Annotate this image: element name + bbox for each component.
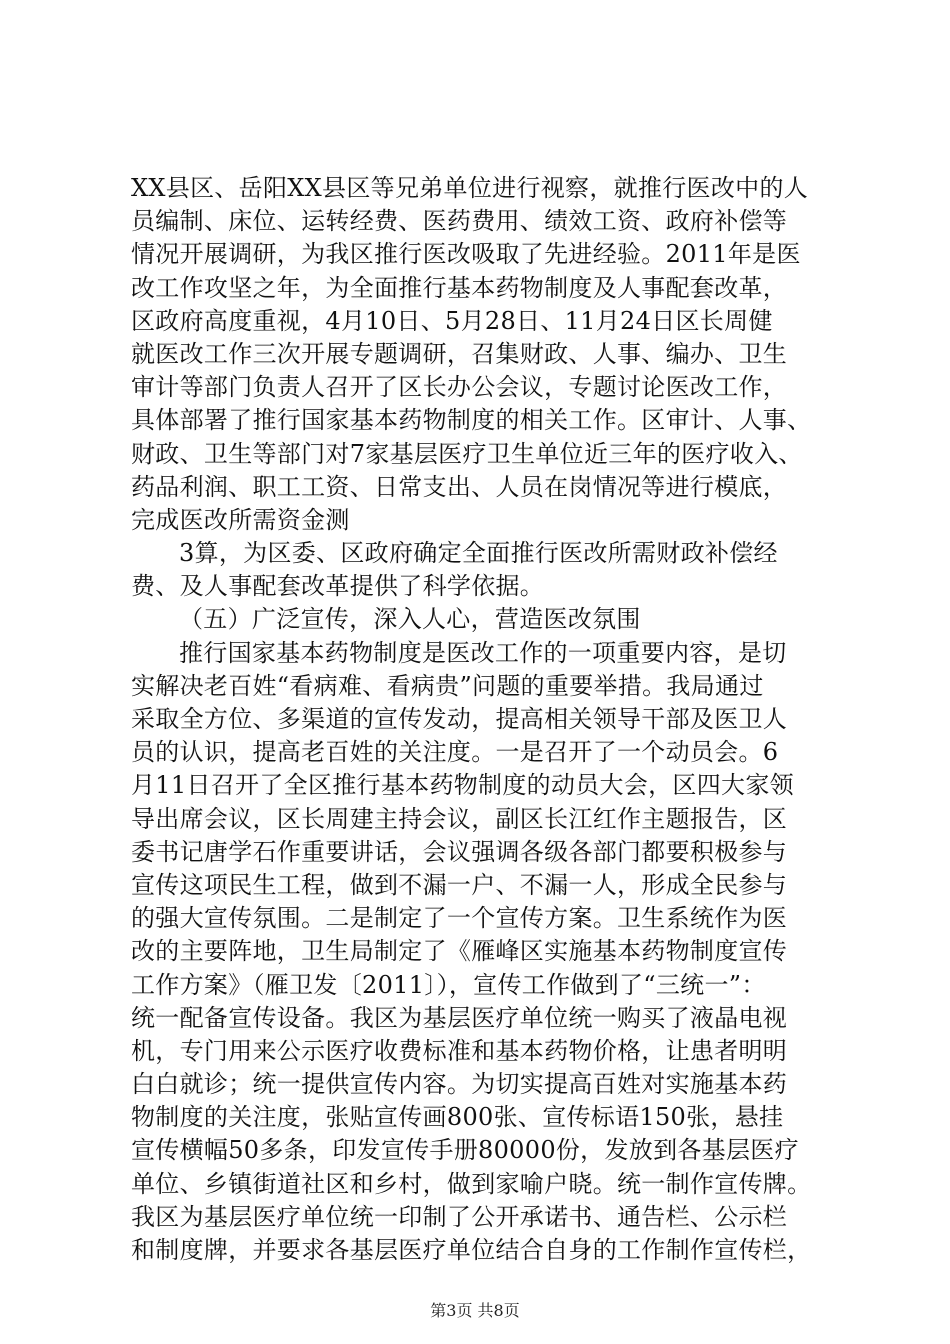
text-line: 具体部署了推行国家基本药物制度的相关工作。区审计、人事、 — [131, 406, 812, 435]
text-line: 员的认识，提高老百姓的关注度。一是召开了一个动员会。6 — [131, 738, 779, 767]
text-line: 完成医改所需资金测 — [131, 505, 350, 534]
text-line: 推行国家基本药物制度是医改工作的一项重要内容，是切 — [179, 638, 787, 667]
text-line: 物制度的关注度，张贴宣传画800张、宣传标语150张，悬挂 — [131, 1103, 784, 1132]
body-text — [131, 172, 831, 1267]
text-line: 宣传横幅50多条，印发宣传手册80000份，发放到各基层医疗 — [131, 1136, 799, 1165]
page-footer — [0, 1301, 950, 1321]
text-line: 员编制、床位、运转经费、医药费用、绩效工资、政府补偿等 — [131, 207, 788, 236]
text-line: 财政、卫生等部门对7家基层医疗卫生单位近三年的医疗收入、 — [131, 439, 803, 468]
text-line: 工作方案》（雁卫发〔2011〕），宣传工作做到了“三统一”： — [131, 970, 766, 999]
text-line: 机，专门用来公示医疗收费标准和基本药物价格，让患者明明 — [131, 1036, 788, 1065]
text-line: 就医改工作三次开展专题调研，召集财政、人事、编办、卫生 — [131, 339, 788, 368]
text-line: 我区为基层医疗单位统一印制了公开承诺书、通告栏、公示栏 — [131, 1202, 788, 1231]
text-line: XX县区、岳阳XX县区等兄弟单位进行视察，就推行医改中的人 — [131, 174, 809, 202]
text-line: 白白就诊；统一提供宣传内容。为切实提高百姓对实施基本药 — [131, 1070, 788, 1099]
text-line: 药品利润、职工工资、日常支出、人员在岗情况等进行模底， — [131, 472, 788, 501]
text-line: 月11日召开了全区推行基本药物制度的动员大会，区四大家领 — [131, 771, 794, 800]
text-line: 改工作攻坚之年，为全面推行基本药物制度及人事配套改革， — [131, 273, 788, 302]
text-line: 单位、乡镇街道社区和乡村，做到家喻户晓。统一制作宣传牌。 — [131, 1169, 812, 1198]
text-line: 宣传这项民生工程，做到不漏一户、不漏一人，形成全民参与 — [131, 870, 788, 899]
section-heading: （五）广泛宣传，深入人心，营造医改氛围 — [179, 605, 641, 634]
page-number: 第3页 共8页 — [430, 1301, 520, 1320]
text-line: 委书记唐学石作重要讲话，会议强调各级各部门都要积极参与 — [131, 837, 788, 866]
text-line: 3算，为区委、区政府确定全面推行医改所需财政补偿经 — [179, 539, 778, 568]
text-line: 情况开展调研，为我区推行医改吸取了先进经验。2011年是医 — [131, 240, 801, 269]
text-line: 改的主要阵地，卫生局制定了《雁峰区实施基本药物制度宣传 — [131, 937, 788, 966]
text-line: 统一配备宣传设备。我区为基层医疗单位统一购买了液晶电视 — [131, 1003, 788, 1032]
text-line: 导出席会议，区长周建主持会议，副区长江红作主题报告，区 — [131, 804, 788, 833]
text-line: 的强大宣传氛围。二是制定了一个宣传方案。卫生系统作为医 — [131, 904, 788, 933]
text-line: 和制度牌，并要求各基层医疗单位结合自身的工作制作宣传栏， — [131, 1236, 812, 1264]
text-line: 审计等部门负责人召开了区长办公会议，专题讨论医改工作， — [131, 373, 788, 402]
text-line: 实解决老百姓“看病难、看病贵”问题的重要举措。我局通过 — [131, 671, 764, 700]
text-line: 区政府高度重视，4月10日、5月28日、11月24日区长周健 — [131, 306, 773, 335]
text-line: 采取全方位、多渠道的宣传发动，提高相关领导干部及医卫人 — [131, 705, 788, 733]
text-line: 费、及人事配套改革提供了科学依据。 — [131, 572, 545, 601]
